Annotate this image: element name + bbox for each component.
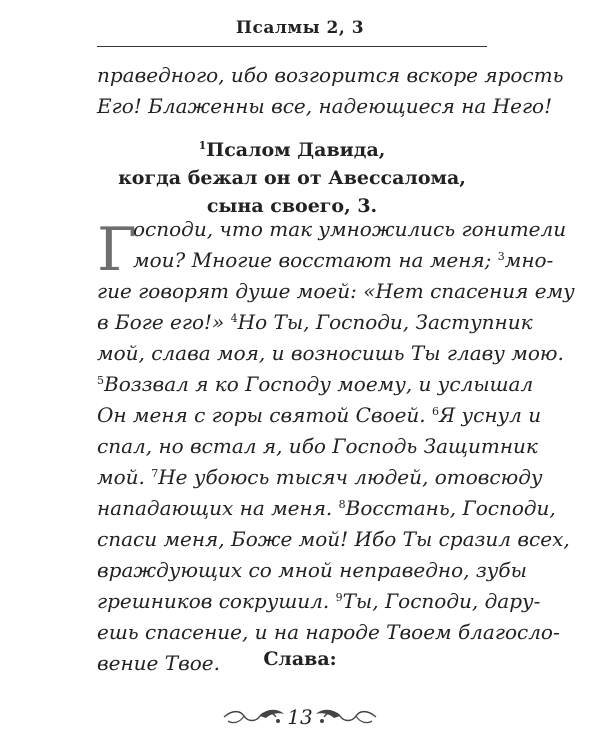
- line-text: гие говорят душе моей: «Нет спасения ему: [97, 279, 575, 303]
- continuation-text: [97, 60, 564, 122]
- psalm-body: [97, 214, 575, 679]
- text-line: [97, 586, 541, 617]
- line-text: вение Твое.: [97, 651, 220, 675]
- verse-number: 7: [151, 467, 159, 480]
- line-text: ешь спасение, и на народе Твоем благосло-: [97, 620, 560, 644]
- title-line: когда бежал он от Авессалома,: [118, 167, 466, 189]
- text-line: [97, 462, 543, 493]
- verse-number: 1: [198, 139, 207, 152]
- line-text: спаси меня, Боже мой! Ибо Ты сразил всех,: [97, 527, 570, 551]
- verse-number: 9: [335, 591, 343, 604]
- line-text: Восстань, Господи,: [345, 496, 556, 520]
- text-line: [97, 307, 533, 338]
- line-text: враждующих со мной неправедно, зубы: [97, 558, 527, 582]
- line-text: Но Ты, Господи, Заступник: [237, 310, 533, 334]
- line-text: грешников сокрушил.: [97, 589, 336, 613]
- line-text: в Боге его!»: [97, 310, 231, 334]
- line-text: спал, но встал я, ибо Господь Защитник: [97, 434, 538, 458]
- doxology: Слава:: [263, 648, 337, 670]
- verse-number: 3: [497, 250, 505, 263]
- page-footer: [0, 702, 600, 732]
- text-line: [97, 276, 575, 307]
- running-head: Псалмы 2, 3: [235, 18, 365, 38]
- text-line: [97, 493, 556, 524]
- line-text: Я уснул и: [439, 403, 542, 427]
- verse-number: 6: [432, 405, 440, 418]
- line-text: мой.: [97, 465, 152, 489]
- psalm-title: [97, 136, 487, 220]
- title-text: Псалом Давида,: [206, 139, 386, 161]
- text-line: [97, 431, 538, 462]
- text-line: [97, 555, 527, 586]
- text-line: [97, 369, 534, 400]
- line-text: мой, слава моя, и возносишь Ты главу мою.: [97, 341, 564, 365]
- text-line: праведного, ибо возгорится вскоре ярость: [97, 63, 564, 87]
- drop-cap: Г: [97, 215, 137, 285]
- floral-flourish-icon: [314, 708, 378, 726]
- text-line: [97, 524, 570, 555]
- verse-number: 5: [97, 374, 104, 387]
- line-text: Он меня с горы святой Своей.: [97, 403, 433, 427]
- title-line: [97, 136, 487, 164]
- text-line: [97, 617, 560, 648]
- title-line: сына своего, 3.: [206, 195, 378, 217]
- line-text: Воззвал я ко Господу моему, и услышал: [104, 372, 534, 396]
- line-text: мои? Многие восстают на меня;: [133, 248, 498, 272]
- line-text: мно-: [504, 248, 554, 272]
- text-line: [97, 214, 567, 245]
- text-line: Его! Блаженны все, надеющиеся на Него!: [97, 94, 553, 118]
- header-rule: [97, 46, 487, 47]
- text-line: [97, 400, 542, 431]
- text-line: [97, 245, 554, 276]
- line-text: Ты, Господи, дару-: [342, 589, 541, 613]
- line-text: нападающих на меня.: [97, 496, 339, 520]
- verse-number: 4: [230, 312, 238, 325]
- page-number: 13: [287, 705, 313, 729]
- line-text: Не убоюсь тысяч людей, отовсюду: [158, 465, 543, 489]
- verse-number: 8: [338, 498, 346, 511]
- text-line: [97, 338, 564, 369]
- line-text: осподи, что так умножились гонители: [133, 217, 567, 241]
